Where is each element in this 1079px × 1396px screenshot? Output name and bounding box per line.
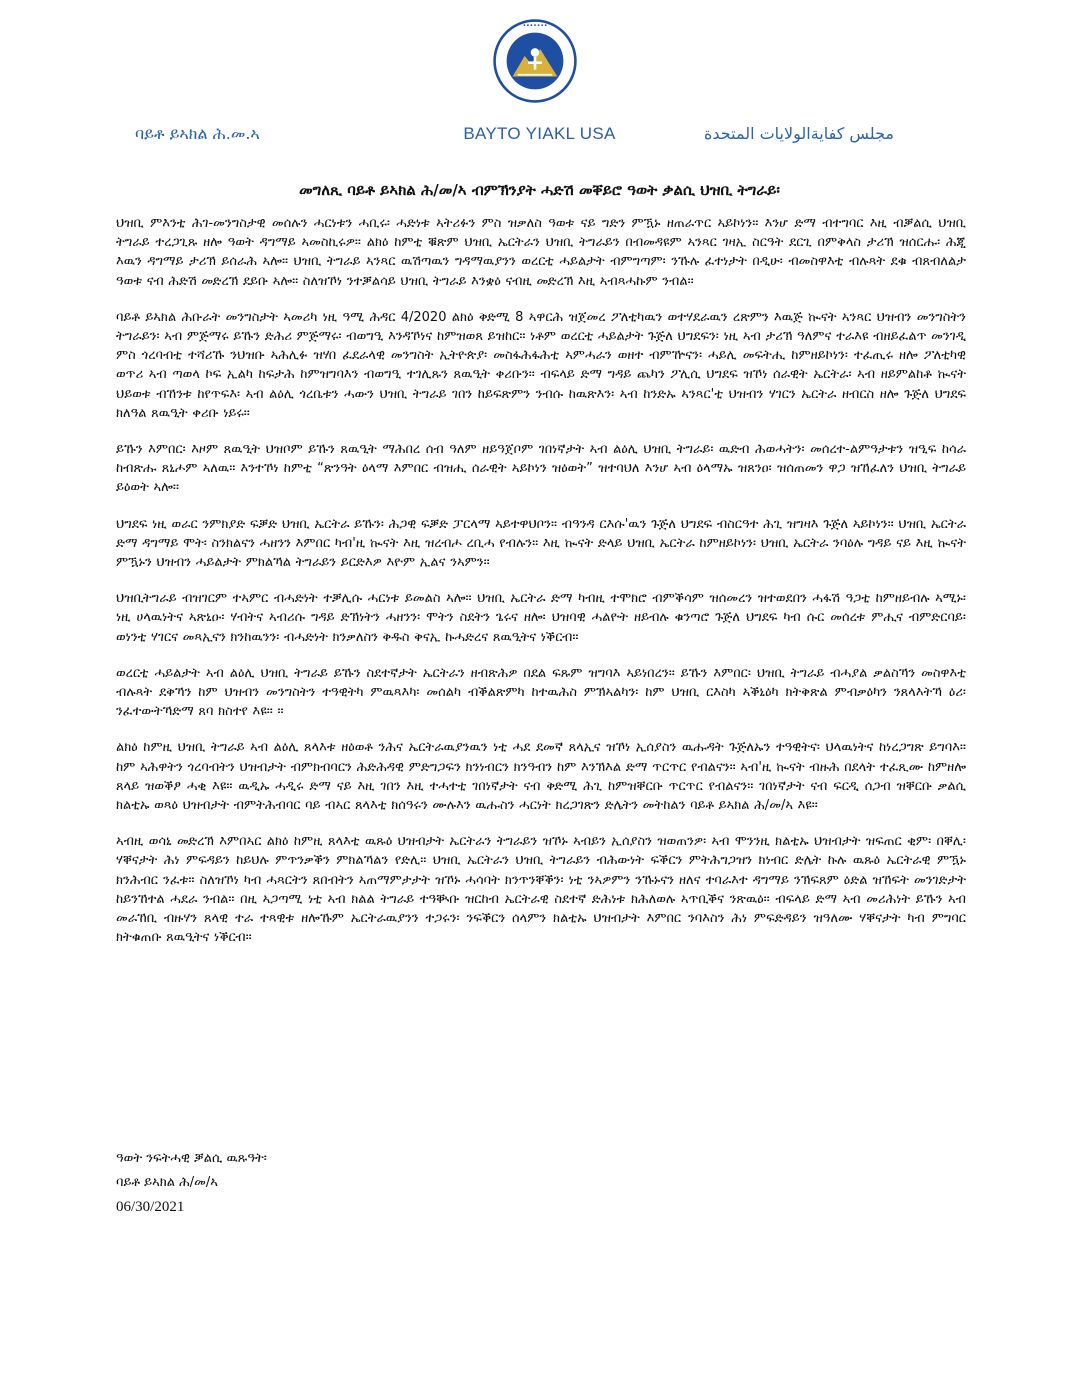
letterhead-arabic-name: مجلس كفايةالولايات المتحدة: [704, 124, 894, 143]
paragraph: ይኹን እምበር፡ እዞም ጸዉዒት ህዝቦም ይኹን ጸዉዒት ማሕበረ ሰብ ዓለም ዘይዓጀቦም ገበነኛታት ኣብ ልዕሊ ህዝቢ ትግራይ፡ ዉድብ ሕወሓትን፡ መሰረተ-ልምዓታቱን ዝዒፍ ከሳራ ከብጽሑ ጸኒሖም ኣለዉ። እንተኾነ ከምቲ “ጽንዓት ዕላማ እምበር ብዝሒ ሰራዊት ኣይኮነን ዝዕወት” ዝተባህለ እንሆ ኣብ ዕላማኡ ዝጸንዐ፡ ዝሰጠመን ዋጋ ዝኸፈለን ህዝቢ ትግራይ ይዕወት ኣሎ፡፡: [116, 442, 966, 496]
document-body: [116, 214, 966, 965]
paragraph: ህግደፍ ነዚ ወራር ንምክያድ ፍቓድ ህዝቢ ኤርትራ ይኹን፡ ሕጋዊ ፍቓድ ፓርላማ ኣይተዋህቦን። ብዓንዳ ርእሱ'ዉን ጉጅለ ህግደፍ ብስርዓተ ሕጊ ዝግዛእ ጉጅለ ኣይኮነን። ህዝቢ ኤርትራ ድማ ዳግማይ ሞት፡ ስንክልናን ሓዘንን እምበር ካብ'ዚ ኲናት እዚ ዝረብሖ ረቢሓ የብሉን። እዚ ኲናት ድላይ ህዝቢ ኤርትራ ከምዘይኮነን፡ ህዝቢ ኤርትራ ንባዕሉ ግዳይ ናይ እዚ ኲናት ምዃኑን ህዝብን ሓይልታት ምክልኻል ትግራይን ይርድእዎ እዮም ኢልና ንኣምን።: [116, 516, 966, 571]
document-date: 06/30/2021: [116, 1199, 185, 1215]
signature-block: [116, 1147, 267, 1219]
letterhead-tigrinya-name: ባይቶ ይኣክል ሕ.መ.ኣ: [135, 124, 260, 143]
organization-logo-icon: [492, 18, 578, 104]
paragraph: ባይቶ ይኣክል ሕቡራት መንግስታት ኣመሪካ ነዚ ዓሚ ሕዳር 4/2020 ልክዕ ቅድሚ 8 ኣዋርሕ ዝጀመረ ፖለቲካዉን ወተሃደራዉን ረጽምን እዉጅ ኲናት ኣንጻር ህዝብን መንግስትን ትግራይን፡ ኣብ ምጅማሩ ይኹን ድሕሪ ምጅማሩ፡ ብወግዒ እንዳኾነና ከምዝወጸ ይዝከር። ነቶም ወረርቲ ሓይልታት ጉጅለ ህግደፍን፡ ነዚ ኣብ ታሪኽ ዓለምና ተራእዩ ብዘይፈልጥ መንገዲ ምስ ጎረባብቲ ተሻሪኹ ንህዝቡ ኣሕሊፉ ዝሃበ ፈደራላዊ መንግስት ኢትዮጵያ፡ መስፋሕፋሕቲ ኣምሓራን ወዘተ ብምዅናን፡ ሓይሊ መፍትሒ ከምዘይኮነን፡ ተፈጢሩ ዘሎ ፖለቲካዊ ወጥሪ ኣብ ጣወላ ኮፍ ኢልካ ከፍታሕ ከምዝግባእን ብወግዒ ተገሊጹን ጸዉዒት ቀሪቡን። ብፍላይ ድማ ግዳይ ጨካን ፖሊሲ ህግደፍ ዝኾነ ሰራዊት ኤርትራ፡ ኣብ ዘይምልከቶ ኲናት ህይወቱ ብኸንቱ ከየጥፍእ፡ ኣብ ልዕሊ ጎረቤቱን ሓውን ህዝቢ ትግራይ ገበን ከይፍጽምን ንብሱ ከዉጽእን፡ ኣብ ከንድኡ ኣንጻር'ቲ ህዝብን ሃገርን ኤርትራ ዘብርስ ዘሎ ጉጅለ ህግደፍ ክለዓል ጸዉዒት ቀሪቡ ነይሩ።: [116, 309, 966, 421]
document-title: መግለጺ ባይቶ ይኣክል ሕ/መ/ኣ ብምኽንያት ሓድሽ መቐይሮ ዓወት ቃልሲ ህዝቢ ትግራይ፡: [299, 181, 780, 199]
paragraph: ኣብዚ ወሳኒ መድረኽ እምበኣር ልክዕ ከምዚ ጸላእቲ ዉጹዕ ህዝብታት ኤርትራን ትግራይን ዝኾኑ ኣብይን ኢሰያስን ዝወጠንዎ፡ ኣብ ሞንንዚ ክልቲኡ ህዝብታት ዝፍጠር ቂም፡ በቐሊ፡ ሃቐናታት ሕነ ምፍዳይን ከይህሉ ምጥንቃቕን ምክልኻልን የድሊ። ህዝቢ ኤርትራን ህዝቢ ትግራይን ብሕውነት ፍቕርን ምትሕግጋዝን ክነብር ድሌት ኩሉ ዉጹዕ ኤርትራዊ ምዃኑ ክንሕብር ንፈቱ። ስለዝኾነ ካብ ሓጻርትን ጸበብትን ኣጠማምታታት ዝኾኑ ሓሳባት ክንጥንቐቕን፡ ነቲ ንኣዎምን ንኹኑናን ዘለና ተባራእተ ዳግማይ ንኽፍጸም ዕድል ዝኸፍት መንገድታት ከይንኸተል ሓደራ ንብል። በዚ ኣጋጣሚ ነቲ ኣብ ክልል ትግራይ ተዓቚቡ ዝርከብ ኤርትራዊ ስደተኛ ድሕነቱ ክሕለወሉ ኣጥቢቕና ንጽዉዕ። ብፍላይ ድማ ኣብ መሪሕነት ይኹን ኣብ መራኸቢ ብዙሃን ጸላዊ ተራ ተጻዊቱ ዘሎኹም ኤርትራዉያንን ተጋሩን፡ ንፍቕርን ሰላምን ክልቲኡ ህዝብታት እምበር ንባእስን ሕነ ምፍድዳይን ዝዓለሙ ሃቐናታት ካብ ምግባር ክትቁጠቡ ጸዉዒትና ነቕርብ።: [116, 834, 966, 946]
paragraph: ህዝቢ ምእንቲ ሕገ-መንግስታዊ መሰሉን ሓርነቱን ሓቢሩ፡ ሓድነቱ ኣትሪፉን ምስ ዝቃለስ ዓወቱ ናይ ግድን ምዃኑ ዘጠራጥር ኣይኮነን። እንሆ ድማ ብተግባር እዚ ብቓልሲ ህዝቢ ትግራይ ተረጋጊጹ ዘሎ ዓወት ዳግማይ ኣመስኪሩዎ። ልክዕ ከምቲ ቑጽም ህዝቢ ኤርትራን ህዝቢ ትግራይን በብመዳዩም ኣንጻር ገዛኢ ስርዓት ደርጊ በምቅላስ ታሪኽ ዝሰርሑ፡ ሕጂ እዉን ዳግማይ ታሪኽ ይሰራሕ ኣሎ። ህዝቢ ትግራይ ኣንጻር ዉሽጣዉን ግዳማዉያንን ወረርቲ ሓይልታት ብምግጣም፡ ንኹሉ ፈተነታት በዲሁ፡ ብመስዋእቲ ብሉጻት ደቁ ብጸብለልታ ዓወቱ ናብ ሕድሽ መድረኽ ደይቡ ኣሎ። ስለዝኾነ ንተቓልሳይ ህዝቢ ትግራይ እንቋዕ ናብዚ መድረኽ እዚ ኣብጻሓኩም ንብል።: [116, 216, 966, 289]
letterhead-english-name: BAYTO YIAKL USA: [463, 124, 616, 143]
paragraph: ወረርቲ ሓይልታት ኣብ ልዕሊ ህዝቢ ትግራይ ይኹን ስደተኛታት ኤርትራን ዘብጽሕዎ በደል ፍጹም ዝግባእ ኣይነበረን። ይኹን እምበር፡ ህዝቢ ትግራይ ብሓያል ቃልስኻን መስዋእቲ ብሉጻት ደቅኻን ከም ህዝብን መንግስትን ተዓዊትካ ምዉጻእካ፡ መሰልካ ብቕልጽምካ ከተዉሕስ ምኽኣልካን፡ ከም ህዝቢ ርእስካ ኣቕኒዕካ ክትቅጽል ምብቃዕካን ንጸላእትኻ ዕሪ፡ ንፈተውትኻድማ ጸባ ክስተየ እዩ። ።: [116, 665, 966, 720]
paragraph: ልክዕ ከምዚ ህዝቢ ትግራይ ኣብ ልዕሊ ጸላእቱ ዘዕወቶ ንሕና ኤርትራዉያንዉን ነቲ ሓደ ደመኛ ጸላኢና ዝኾነ ኢሰያስን ዉሑዳት ጉጅለኡን ተዓዊትና፡ ህላዉነትና ከነረጋግጽ ይግባእ። ከም ኣሕዋትን ጎረባብትን ህዝብታት ብምክብባርን ሕድሕዳዊ ምድግጋፍን ክንነብርን ክንዓብን ከም እንኽእል ድማ ጥርጥር የብልናን። ኣብ'ዚ ኲናት ብዙሕ በደላት ተፈጺሙ ከምዘሎ ጸላይ ዝወቕፆ ሓቂ እዩ። ዉዲኡ ሓዲሩ ድማ ናይ እዚ ገበን እዚ ተሓተቲ ገበነኛታት ናብ ቅድሚ ሕጊ ከምዝቐርቡ ጥርጥር የብልናን። ገበነኛታት ናብ ፍርዲ ሰጋብ ዝቐርቡ ቃልሲ ክልቲኡ ወጻዕ ህዝብታት ብምትሕብባር ባይ ብኣር ጸላእቲ ክሰዓሩን ሙሉእን ዉሑስን ሓርነት ክረጋገጽን ድሌትን መትከልን ባይቶ ይኣክል ሕ/መ/ኣ እዩ።: [116, 740, 966, 814]
svg-text:•••••••: •••••••: [522, 22, 548, 30]
letterhead: [0, 0, 1079, 160]
signature-organization: ባይቶ ይኣክል ሕ/መ/ኣ: [116, 1175, 218, 1190]
paragraph: ህዝቢትግራይ ብዝገርም ተኣምር ብሓድነት ተቓሊሱ ሓርነቱ ይመልስ ኣሎ። ህዝቢ ኤርትራ ድማ ካብዚ ተሞክሮ ብምቕሳም ዝሰመረን ዝተወደበን ሓፋሽ ዓጋቲ ከምዘይብሉ ኣሚኑ፡ ነዚ ሀላዉነትና ኣጽኒዑ፡ ሃብትና ኣብሪሱ ግዳይ ድኽነትን ሓዘንን፡ ሞትን ስደትን ጌሩና ዘሎ፡ ህዝባዊ ሓልዮት ዘይብሉ ቁንጣሮ ጉጅለ ህግደፍ ካብ ሱር መሰረቱ ምሒና ብምድርባይ፡ ወነንቲ ሃገርና መጻኢናን ክንከዉንን፡ ብሓድነት ክንቃለስን ቅዱስ ቅናኢ ኩሓድረና ጸዉዒትና ነቕርብ።: [116, 591, 966, 645]
closing-line: ዓወት ንፍትሓዊ ቓልሲ ዉጹዓት፡: [116, 1151, 267, 1166]
